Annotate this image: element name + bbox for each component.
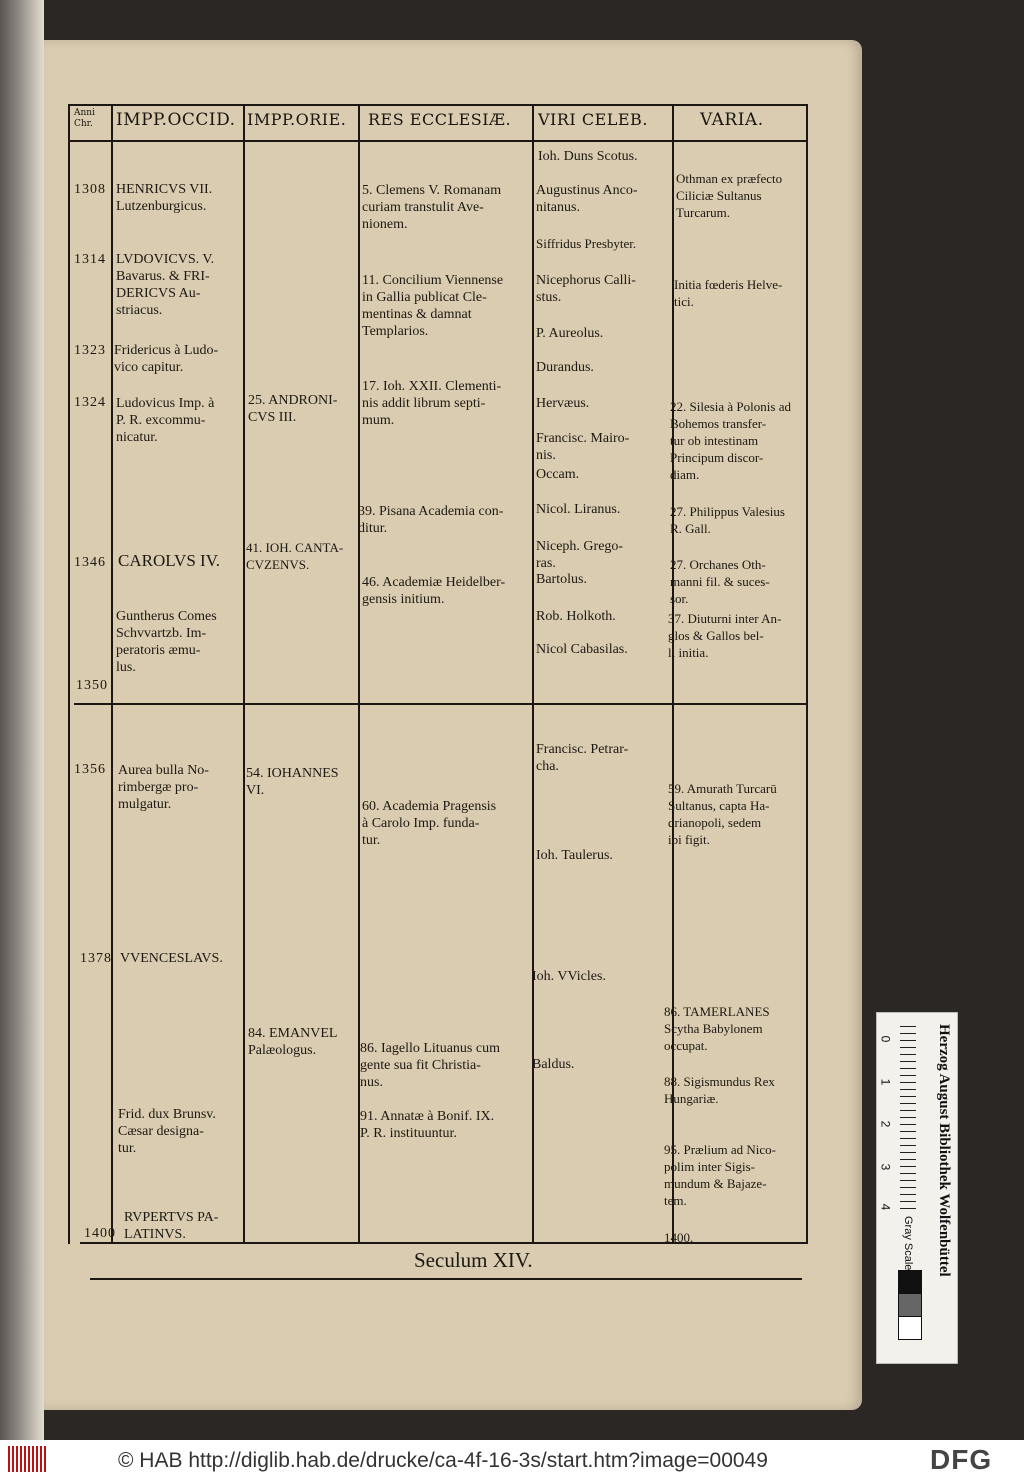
viri-entry: Ioh. Duns Scotus. <box>538 149 638 164</box>
occid-entry: LVDOVICVS. V. Bavarus. & FRI- DERICVS Au- striacus. <box>116 252 215 318</box>
ruler-number: 4 <box>878 1203 893 1211</box>
mid-rule <box>74 703 808 705</box>
varia-entry: 59. Amurath Turcarū Sultanus, capta Ha- drianopoli, sedem ibi figit. <box>668 781 777 847</box>
ruler-number: 0 <box>878 1035 893 1043</box>
varia-entry: Initia fœderis Helve- tici. <box>674 277 783 309</box>
col-line-5 <box>532 104 534 1244</box>
header-viri: VIRI CELEB. <box>538 110 648 129</box>
ruler-number: 3 <box>878 1163 893 1171</box>
viri-entry: Nicol. Liranus. <box>536 502 621 517</box>
varia-entry: 86. TAMERLANES Scytha Babylonem occupat. <box>664 1004 770 1053</box>
eccl-entry: 91. Annatæ à Bonif. IX. P. R. instituuntur. <box>360 1109 495 1141</box>
orie-entry: 25. ANDRONI- CVS III. <box>248 393 338 425</box>
varia-entry: Othman ex præfecto Ciliciæ Sultanus Turcarum. <box>676 171 783 220</box>
header-anni: Anni Chr. <box>74 108 95 129</box>
viri-entry: P. Aureolus. <box>536 326 604 341</box>
year-1400: 1400 <box>84 1226 116 1241</box>
viri-entry: Augustinus Anco- nitanus. <box>536 183 638 215</box>
eccl-entry: 5. Clemens V. Romanam curiam transtulit Ave- nionem. <box>362 183 502 232</box>
eccl-entry: 39. Pisana Academia con- ditur. <box>358 504 504 536</box>
year-1346: 1346 <box>74 555 106 570</box>
dfg-logo: DFG <box>930 1444 993 1475</box>
year-1350: 1350 <box>76 678 108 693</box>
viri-entry: Francisc. Mairo- nis. <box>536 431 630 463</box>
eccl-entry: 86. Iagello Lituanus cum gente sua fit Christia- nus. <box>360 1041 500 1090</box>
gray-swatch-black <box>898 1270 922 1294</box>
col-line-3 <box>243 104 245 1244</box>
ruler-tick-marks <box>900 1026 916 1212</box>
footer-rule <box>90 1278 802 1280</box>
page-footer-title: Seculum XIV. <box>414 1248 533 1272</box>
ruler-number: 2 <box>878 1120 893 1128</box>
varia-entry: 95. Prælium ad Nico- polim inter Sigis- mundum & Bajaze- tem. <box>664 1142 776 1208</box>
viri-entry: Ioh. VVicles. <box>532 969 606 984</box>
copyright-link[interactable]: © HAB http://diglib.hab.de/drucke/ca-4f-16-3s/start.htm?image=00049 <box>118 1449 768 1472</box>
header-varia: VARIA. <box>700 110 764 130</box>
ruler-number: 1 <box>878 1078 893 1086</box>
viri-entry: Bartolus. <box>536 572 587 587</box>
viri-entry: Nicol Cabasilas. <box>536 642 628 657</box>
varia-entry: 27. Philippus Valesius R. Gall. <box>670 504 785 536</box>
eccl-entry: 11. Concilium Viennense in Gallia publicat Cle- mentinas & damnat Templarios. <box>362 273 504 339</box>
viri-entry: Baldus. <box>532 1057 575 1072</box>
occid-entry: CAROLVS IV. <box>118 551 221 570</box>
gray-scale-label: Gray Scale <box>902 1216 914 1271</box>
header-eccl: RES ECCLESIÆ. <box>368 110 512 129</box>
viri-entry: Occam. <box>536 467 580 482</box>
occid-entry: HENRICVS VII. Lutzenburgicus. <box>116 182 213 214</box>
occid-entry: Frid. dux Brunsv. Cæsar designa- tur. <box>118 1107 216 1156</box>
year-1323: 1323 <box>74 343 106 358</box>
eccl-entry: 17. Ioh. XXII. Clementi- nis addit librum septi- mum. <box>362 379 502 428</box>
varia-entry: 1400. <box>664 1230 694 1245</box>
header-occid: IMPP.OCCID. <box>116 110 236 130</box>
varia-entry: 88. Sigismundus Rex Hungariæ. <box>664 1074 775 1106</box>
year-1308: 1308 <box>74 182 106 197</box>
occid-entry: RVPERTVS PA- LATINVS. <box>124 1210 219 1242</box>
orie-entry: 41. IOH. CANTA- CVZENVS. <box>246 540 344 572</box>
year-1324: 1324 <box>74 395 106 410</box>
occid-entry: Guntherus Comes Schvvartzb. Im- peratoris æmu- lus. <box>116 609 217 675</box>
viri-entry: Siffridus Presbyter. <box>536 236 637 251</box>
gray-swatch-white <box>898 1316 922 1340</box>
eccl-entry: 46. Academiæ Heidelber- gensis initium. <box>362 575 506 607</box>
year-1356: 1356 <box>74 762 106 777</box>
viri-entry: Niceph. Grego- ras. <box>536 539 624 571</box>
col-line-1 <box>68 104 70 1244</box>
viri-entry: Hervæus. <box>536 396 590 411</box>
orie-entry: 84. EMANVEL Palæologus. <box>248 1026 338 1058</box>
year-1314: 1314 <box>74 252 106 267</box>
book-binding <box>0 0 44 1440</box>
viri-entry: Francisc. Petrar- cha. <box>536 742 629 774</box>
varia-entry: 37. Diuturni inter An- glos & Gallos bel- li initia. <box>668 611 782 660</box>
varia-entry: 27. Orchanes Oth- manni fil. & suces- sor. <box>670 557 770 606</box>
occid-entry: Fridericus à Ludo- vico capitur. <box>114 343 219 375</box>
varia-entry: 22. Silesia à Polonis ad Bohemos transfer- tur ob intestinam Principum discor- diam. <box>670 399 791 482</box>
orie-entry: 54. IOHANNES VI. <box>246 766 339 798</box>
year-1378: 1378 <box>80 951 112 966</box>
header-rule <box>68 140 808 142</box>
ruler-library-label: Herzog August Bibliothek Wolfenbüttel <box>936 1024 952 1277</box>
occid-entry: Aurea bulla No- rimbergæ pro- mulgatur. <box>118 763 209 812</box>
col-line-2 <box>111 104 113 1244</box>
eccl-entry: 60. Academia Pragensis à Carolo Imp. funda- tur. <box>362 799 497 848</box>
viri-entry: Nicephorus Calli- stus. <box>536 273 636 305</box>
top-rule <box>68 104 808 106</box>
barcode-icon <box>8 1446 46 1472</box>
viri-entry: Rob. Holkoth. <box>536 609 616 624</box>
gray-swatch-mid <box>898 1293 922 1317</box>
occid-entry: Ludovicus Imp. à P. R. excommu- nicatur. <box>116 396 215 445</box>
col-line-7 <box>806 104 808 1244</box>
occid-entry: VVENCESLAVS. <box>120 951 223 966</box>
viri-entry: Durandus. <box>536 360 594 375</box>
viri-entry: Ioh. Taulerus. <box>536 848 613 863</box>
header-orie: IMPP.ORIE. <box>247 110 347 129</box>
